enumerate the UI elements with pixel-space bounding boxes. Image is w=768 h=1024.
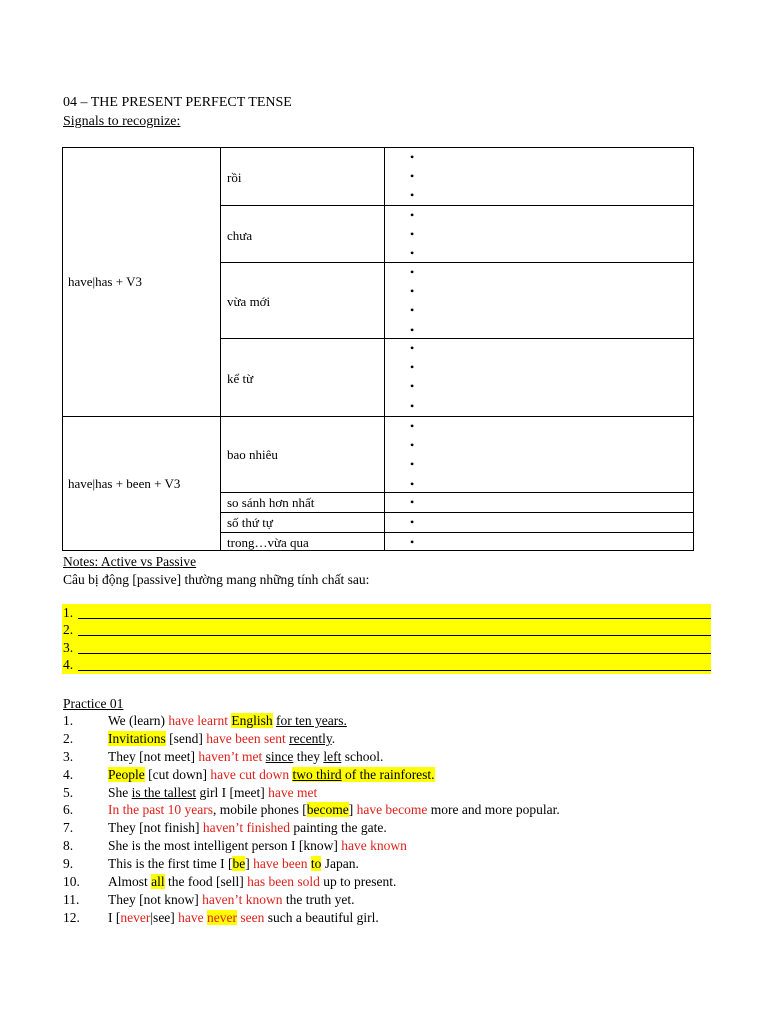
highlighted-text: two third [292,766,342,782]
exercise-sentence [108,891,354,909]
bullet-point: • [410,265,415,279]
highlighted-text: all [151,874,165,890]
bullet-point: • [410,341,415,355]
exercise-sentence [108,712,347,730]
answer-text: have [178,909,204,925]
table-signal-label: vừa mới [227,294,271,309]
exercise-number: 1. [63,713,74,728]
answer-text: In the past 10 years [108,802,213,818]
highlighted-text: become [306,802,349,818]
highlighted-text: Invitations [108,730,166,746]
table-signal-label: kể từ [227,371,254,386]
answer-text: haven’t finished [202,820,290,836]
table-row-divider [220,262,694,263]
bullet-point: • [410,515,415,529]
table-group-label: have|has + been + V3 [68,476,181,491]
bullet-point: • [410,150,415,164]
table-border-top [62,147,694,148]
practice-heading: Practice 01 [63,696,124,711]
highlighted-text: of the rainforest. [341,766,435,782]
answer-text: have known [341,838,407,854]
sentence-text: [cut down] [144,766,211,782]
exercise-number: 4. [63,766,74,782]
highlighted-text: to [310,856,322,872]
bullet-point: • [410,360,415,375]
underlined-signal: left [323,748,342,764]
table-signal-label: chưa [227,228,253,243]
sentence-text: Japan. [321,856,359,872]
table-column-divider [220,147,221,551]
table-border-bottom [62,550,694,551]
sentence-text: ] [245,856,254,872]
page-title: 04 – THE PRESENT PERFECT TENSE [63,95,292,110]
exercise-number: 8. [63,838,74,854]
exercise-number: 11. [63,891,80,907]
sentence-text: the food [sell] [164,874,248,890]
sentence-text: girl I [meet] [196,784,269,800]
sentence-text: Almost [108,874,152,890]
exercise-item [63,909,723,927]
table-column-divider [384,147,385,551]
highlighted-text: People [108,766,145,782]
underlined-signal: since [265,748,294,764]
exercise-sentence [108,801,560,819]
exercise-number: 9. [63,856,74,872]
underlined-signal: for ten years. [275,713,347,728]
signals-heading: Signals to recognize: [63,114,181,129]
signals-table [62,147,694,551]
blank-line[interactable] [62,639,711,656]
sentence-text: They [not finish] [108,820,203,836]
highlighted-text: be [232,856,246,872]
sentence-text: ] [348,802,357,818]
blank-line-rule [78,635,711,636]
blank-line-number: 2. [63,622,74,638]
bullet-point: • [410,303,415,318]
exercise-sentence [108,819,387,837]
sentence-text: such a beautiful girl. [264,909,379,925]
exercise-item [63,891,723,909]
sentence-text: They [not know] [108,891,203,907]
bullet-point: • [410,457,415,472]
sentence-text: She [108,784,132,800]
blank-line-number: 3. [63,639,74,655]
blank-line[interactable] [62,604,711,621]
underlined-signal: recently [289,730,332,746]
answer-text: have cut down [210,766,290,782]
highlighted-text: English [231,713,273,728]
answer-text: haven’t met [198,748,263,764]
sentence-text: the truth yet. [282,891,355,907]
exercise-sentence [108,784,317,802]
sentence-text: , mobile phones [ [212,802,307,818]
exercise-item [63,766,723,784]
exercise-item [63,801,723,819]
bullet-point: • [410,419,415,433]
blank-line-number: 1. [63,605,74,620]
answer-text: never [120,909,151,925]
bullet-point: • [410,227,415,242]
answer-text: have learnt [168,713,228,728]
exercise-item [63,873,723,891]
table-row-divider [220,338,694,339]
blank-line-number: 4. [63,656,74,672]
sentence-text: up to present. [319,874,397,890]
blank-line-rule [78,618,711,619]
sentence-text: They [not meet] [108,748,199,764]
answer-text: has been sold [247,874,320,890]
exercise-item [63,855,723,873]
exercise-list [63,712,723,927]
answer-text: have become [356,802,428,818]
answer-text: have been [253,856,308,872]
bullet-point: • [410,534,415,549]
table-row-divider [220,205,694,206]
bullet-point: • [410,495,415,509]
exercise-item [63,712,723,730]
exercise-item [63,819,723,837]
sentence-text: more and more popular. [427,802,560,818]
blank-line[interactable] [62,621,711,638]
table-border-left [62,147,63,551]
bullet-point: • [410,322,415,337]
exercise-number: 6. [63,802,74,818]
bullet-point: • [410,438,415,453]
blank-line-rule [78,653,711,654]
passive-properties-blanks [62,604,711,674]
table-row-divider [220,512,694,513]
exercise-number: 7. [63,820,74,836]
exercise-item [63,730,723,748]
blank-line-rule [78,670,711,671]
table-row-divider [220,492,694,493]
bullet-point: • [410,169,415,184]
exercise-sentence [108,766,435,784]
bullet-point: • [410,379,415,394]
underlined-signal: is the tallest [131,784,197,800]
sentence-text: We (learn) [108,713,169,728]
table-signal-label: số thứ tự [227,515,273,530]
exercise-item [63,748,723,766]
sentence-text: She is the most intelligent person I [know] [108,838,342,854]
exercise-sentence [108,748,383,766]
table-signal-label: rồi [227,170,242,185]
sentence-text: I [ [108,909,121,925]
exercise-number: 10. [63,874,80,890]
table-signal-label: so sánh hơn nhất [227,495,315,510]
exercise-item [63,784,723,802]
bullet-point: • [410,246,415,261]
exercise-number: 12. [63,909,80,925]
answer-text: have been sent [206,730,286,746]
table-group-label: have|has + V3 [68,274,142,289]
exercise-sentence [108,730,335,748]
exercise-number: 2. [63,730,74,746]
sentence-text: |see] [150,909,179,925]
bullet-point: • [410,208,415,222]
exercise-sentence [108,873,396,891]
answer-text: never [207,909,238,925]
exercise-number: 5. [63,784,74,800]
bullet-point: • [410,284,415,299]
bullet-point: • [410,188,415,203]
passive-description: Câu bị động [passive] thường mang những tính chất sau: [63,572,370,587]
table-signal-label: trong…vừa qua [227,535,309,550]
exercise-number: 3. [63,748,74,764]
sentence-text: . [331,730,336,746]
answer-text: haven’t known [202,891,283,907]
answer-text: seen [240,909,265,925]
table-border-right [693,147,694,551]
sentence-text: This is the first time I [ [108,856,233,872]
answer-text: have met [268,784,318,800]
exercise-sentence [108,855,359,873]
exercise-sentence [108,909,379,927]
bullet-point: • [410,476,415,491]
blank-line[interactable] [62,656,711,673]
sentence-text: painting the gate. [289,820,387,836]
bullet-point: • [410,398,415,413]
sentence-text: they [293,748,324,764]
table-row-divider [62,416,694,417]
table-row-divider [220,532,694,533]
exercise-item [63,837,723,855]
sentence-text: [send] [165,730,207,746]
sentence-text: school. [341,748,384,764]
notes-heading: Notes: Active vs Passive [63,554,197,569]
exercise-sentence [108,837,407,855]
table-signal-label: bao nhiêu [227,447,278,462]
